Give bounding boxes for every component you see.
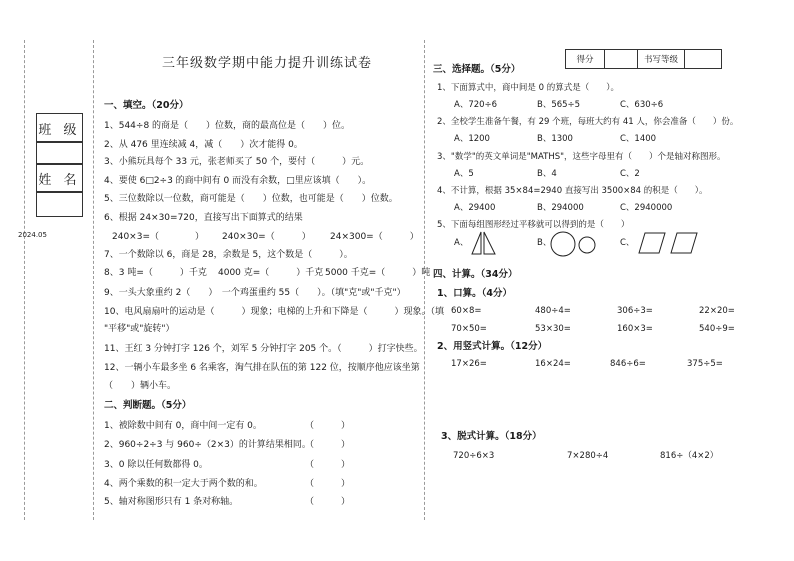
writing-grade-label: 书写等级 [637,49,685,69]
column-divider [424,40,425,520]
choice-q1-opt-c[interactable]: C、630÷6 [620,100,664,110]
choice-q1-opt-a[interactable]: A、720÷6 [454,100,498,110]
fill-q12: 12、一辆小车最多坐 6 名乘客，淘气排在队伍的第 122 位，按顺序他应该坐第 [104,363,420,373]
fill-q8-part-c: 5000 千克=（ ）吨 [325,268,431,278]
fill-q8-part-a: 8、3 吨=（ ）千克 [104,268,207,278]
choice-q2-opt-c[interactable]: C、1400 [620,134,657,144]
judge-q2-paren[interactable]: （ ） [305,440,351,450]
section2-heading: 二、判断题。（5分） [104,400,192,411]
judge-q5-paren[interactable]: （ ） [305,497,351,507]
choice-q3-opt-c[interactable]: C、2 [620,169,640,179]
class-label: 班 级 [36,113,83,143]
score-label: 得分 [565,49,605,69]
oral-heading: 1、口算。（4分） [437,288,512,299]
choice-q3-opt-a[interactable]: A、5 [454,169,474,179]
oral-r2-c1: 70×50= [451,324,487,334]
oral-r1-c4: 22×20= [699,306,735,316]
class-field[interactable] [36,141,83,165]
page-title: 三年级数学期中能力提升训练试卷 [162,56,373,71]
choice-q3: 3、"数学"的英文单词是"MATHS"，这些字母里有（ ）个是轴对称图形。 [437,152,726,162]
judge-q2: 2、960÷2÷3 与 960÷（2×3）的计算结果相同。 [104,440,311,450]
choice-q2: 2、全校学生准备午餐，有 29 个班，每班大约有 41 人，你会准备（ ）份。 [437,117,739,127]
fill-q6-part-a: 240×3=（ ） [112,232,204,242]
section1-heading: 一、填空。（20分） [104,100,189,111]
judge-q1: 1、被除数中间有 0，商中间一定有 0。 [104,421,262,431]
stepwise-heading: 3、脱式计算。（18分） [441,431,542,442]
section4-heading: 四、计算。（34分） [433,269,518,280]
fill-q10-cont: "平移"或"旋转"） [104,324,175,334]
choice-q2-opt-b[interactable]: B、1300 [537,134,573,144]
fill-q9: 9、一头大象重约 2（ ） 一个鸡蛋重约 55（ ）。（填"克"或"千克"） [104,288,406,298]
choice-q3-opt-b[interactable]: B、4 [537,169,557,179]
stepwise-c1: 720÷6×3 [453,451,495,461]
name-label: 姓 名 [36,163,83,193]
fill-q7: 7、一个数除以 6，商是 28，余数是 5，这个数是（ ）。 [104,250,353,260]
circles-figure-icon [549,230,597,258]
choice-q5-opt-a[interactable]: A、 [454,238,469,248]
choice-q4: 4、不计算，根据 35×84=2940 直接写出 3500×84 的积是（ ）。 [437,186,708,196]
fill-q12-cont: （ ）辆小车。 [104,381,177,391]
judge-q3: 3、0 除以任何数都得 0。 [104,460,208,470]
binding-line-left [24,40,25,520]
stepwise-c2: 7×280÷4 [567,451,609,461]
vertical-c3: 846÷6= [610,359,646,369]
fill-q10: 10、电风扇扇叶的运动是（ ）现象；电梯的上升和下降是（ ）现象。（填 [104,307,444,317]
section3-heading: 三、选择题。（5分） [433,64,521,75]
fill-q6: 6、根据 24×30=720，直接写出下面算式的结果 [104,213,303,223]
oral-r2-c2: 53×30= [535,324,571,334]
triangles-figure-icon [469,230,499,256]
fill-q5: 5、三位数除以一位数，商可能是（ ）位数，也可能是（ ）位数。 [104,194,398,204]
fill-q8-part-b: 4000 克=（ ）千克 [218,268,324,278]
binding-line-right [93,40,94,520]
fill-q4: 4、要使 6□2÷3 的商中间有 0 而没有余数，□里应该填（ ）。 [104,176,372,186]
fill-q6-part-b: 240×30=（ ） [222,232,311,242]
score-field[interactable] [604,49,638,69]
vertical-heading: 2、用竖式计算。（12分） [437,341,548,352]
judge-q3-paren[interactable]: （ ） [305,460,351,470]
vertical-c1: 17×26= [451,359,487,369]
parallelograms-figure-icon [637,231,699,255]
choice-q5-opt-b[interactable]: B、 [537,238,552,248]
oral-r1-c1: 60×8= [451,306,482,316]
judge-q1-paren[interactable]: （ ） [305,421,351,431]
judge-q4-paren[interactable]: （ ） [305,479,351,489]
writing-grade-field[interactable] [684,49,722,69]
fill-q3: 3、小熊玩具每个 33 元，张老师买了 50 个，要付（ ）元。 [104,157,370,167]
oral-r2-c3: 160×3= [617,324,653,334]
vertical-c2: 16×24= [535,359,571,369]
stepwise-c3: 816÷（4×2） [660,451,719,461]
name-field[interactable] [36,191,83,217]
fill-q6-part-c: 24×300=（ ） [330,232,419,242]
judge-q5: 5、轴对称图形只有 1 条对称轴。 [104,497,239,507]
choice-q4-opt-a[interactable]: A、29400 [454,203,496,213]
choice-q4-opt-c[interactable]: C、2940000 [620,203,673,213]
oral-r2-c4: 540÷9= [699,324,735,334]
fill-q1: 1、544÷8 的商是（ ）位数，商的最高位是（ ）位。 [104,121,351,131]
vertical-c4: 375÷5= [687,359,723,369]
choice-q1-opt-b[interactable]: B、565÷5 [537,100,581,110]
choice-q2-opt-a[interactable]: A、1200 [454,134,490,144]
date-label: 2024.05 [18,231,47,239]
choice-q5-opt-c[interactable]: C、 [620,238,635,248]
choice-q4-opt-b[interactable]: B、294000 [537,203,584,213]
choice-q1: 1、下面算式中，商中间是 0 的算式是（ ）。 [437,83,619,93]
oral-r1-c2: 480÷4= [535,306,571,316]
oral-r1-c3: 306÷3= [617,306,653,316]
choice-q5: 5、下面每组图形经过平移就可以得到的是（ ） [437,220,630,230]
fill-q11: 11、王红 3 分钟打字 126 个，刘军 5 分钟打字 205 个。（ ）打字快些。 [104,344,423,354]
judge-q4: 4、两个乘数的积一定大于两个数的和。 [104,479,263,489]
fill-q2: 2、从 476 里连续减 4，减（ ）次才能得 0。 [104,140,303,150]
